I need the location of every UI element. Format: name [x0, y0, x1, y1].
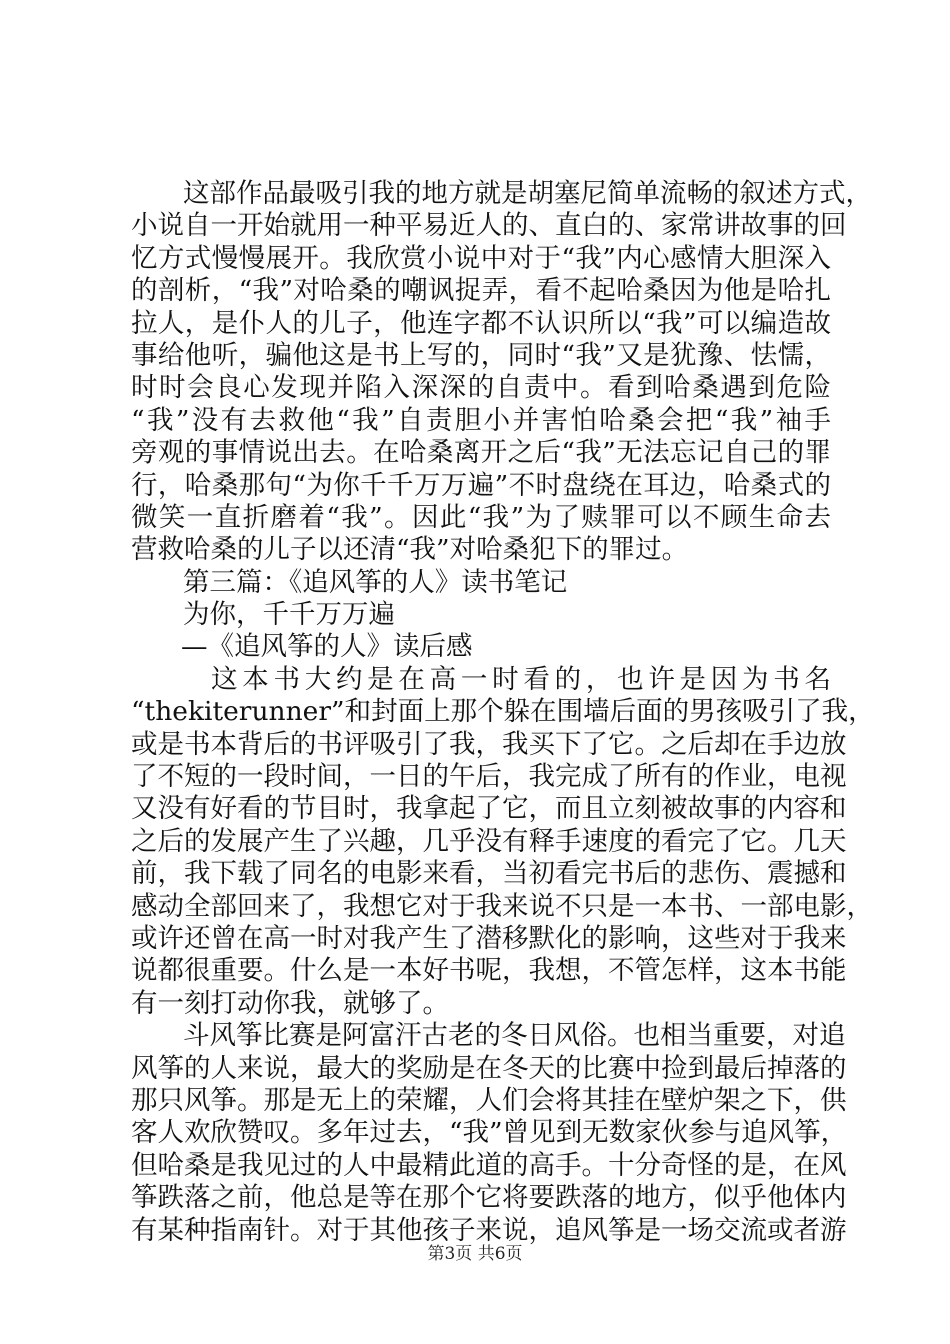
text-line: 的剖析，“我”对哈桑的嘲讽捉弄，看不起哈桑因为他是哈扎 — [131, 275, 831, 307]
text-line: 事给他听，骗他这是书上写的，同时“我”又是犹豫、怯懦， — [131, 339, 831, 371]
text-line: 前，我下载了同名的电影来看，当初看完书后的悲伤、震撼和 — [131, 858, 847, 890]
text-line: 微笑一直折磨着“我”。因此“我”为了赎罪可以不顾生命去 — [131, 501, 831, 533]
paragraph-kite-fighting — [131, 1020, 848, 1247]
text-line: 行，哈桑那句“为你千千万万遍”不时盘绕在耳边，哈桑式的 — [131, 469, 831, 501]
text-line: 之后的发展产生了兴趣，几乎没有释手速度的看完了它。几天 — [131, 825, 847, 857]
text-line: 拉人，是仆人的儿子，他连字都不认识所以“我”可以编造故 — [131, 307, 831, 339]
text-line: 或是书本背后的书评吸引了我，我买下了它。之后却在手边放 — [131, 728, 847, 760]
text-line: “我”没有去救他“我”自责胆小并害怕哈桑会把“我”袖手 — [131, 404, 831, 436]
document-body — [131, 178, 875, 1247]
text-line: 又没有好看的节目时，我拿起了它，而且立刻被故事的内容和 — [131, 793, 847, 825]
text-line: 有一刻打动你我，就够了。 — [131, 987, 449, 1019]
text-line: 风筝的人来说，最大的奖励是在冬天的比赛中捡到最后掉落的 — [131, 1052, 847, 1084]
text-line: “thekiterunner”和封面上那个躲在围墙后面的男孩吸引了我， — [131, 696, 875, 728]
text-line: 这本书大约是在高一时看的，也许是因为书名 — [211, 663, 831, 695]
text-line: 但哈桑是我见过的人中最精此道的高手。十分奇怪的是，在风 — [131, 1149, 847, 1181]
text-line: 筝跌落之前，他总是等在那个它将要跌落的地方，似乎他体内 — [131, 1182, 847, 1214]
text-line: 这部作品最吸引我的地方就是胡塞尼简单流畅的叙述方式， — [183, 178, 872, 209]
text-line: 忆方式慢慢展开。我欣赏小说中对于“我”内心感情大胆深入 — [131, 242, 831, 274]
text-line: 了不短的一段时间，一日的午后，我完成了所有的作业，电视 — [131, 761, 847, 793]
section-title: 第三篇：《追风筝的人》读书笔记 — [183, 566, 568, 598]
text-line: 或许还曾在高一时对我产生了潜移默化的影响，这些对于我来 — [131, 922, 847, 954]
text-line: 旁观的事情说出去。在哈桑离开之后“我”无法忘记自己的罪 — [131, 437, 831, 469]
text-line: 客人欢欣赞叹。多年过去，“我”曾见到无数家伙参与追风筝， — [131, 1117, 848, 1149]
text-line: 时时会良心发现并陷入深深的自责中。看到哈桑遇到危险 — [131, 372, 831, 404]
text-line: 感动全部回来了，我想它对于我来说不只是一本书、一部电影， — [131, 890, 873, 922]
paragraph-introduction — [131, 663, 875, 1020]
text-line: 说都很重要。什么是一本好书呢，我想，不管怎样，这本书能 — [131, 955, 847, 987]
text-line: 有某种指南针。对于其他孩子来说，追风筝是一场交流或者游 — [131, 1214, 847, 1246]
paragraph-reflection — [131, 178, 872, 567]
essay-title: 为你，千千万万遍 — [183, 599, 395, 631]
text-line: 那只风筝。那是无上的荣耀，人们会将其挂在壁炉架之下，供 — [131, 1084, 847, 1116]
text-line: 小说自一开始就用一种平易近人的、直白的、家常讲故事的回 — [131, 210, 847, 242]
page-footer: 第3页 共6页 — [427, 1244, 523, 1264]
text-line: 营救哈桑的儿子以还清“我”对哈桑犯下的罪过。 — [131, 534, 689, 566]
text-line: 斗风筝比赛是阿富汗古老的冬日风俗。也相当重要，对追 — [183, 1020, 846, 1052]
essay-subtitle: —《追风筝的人》读后感 — [181, 631, 473, 663]
